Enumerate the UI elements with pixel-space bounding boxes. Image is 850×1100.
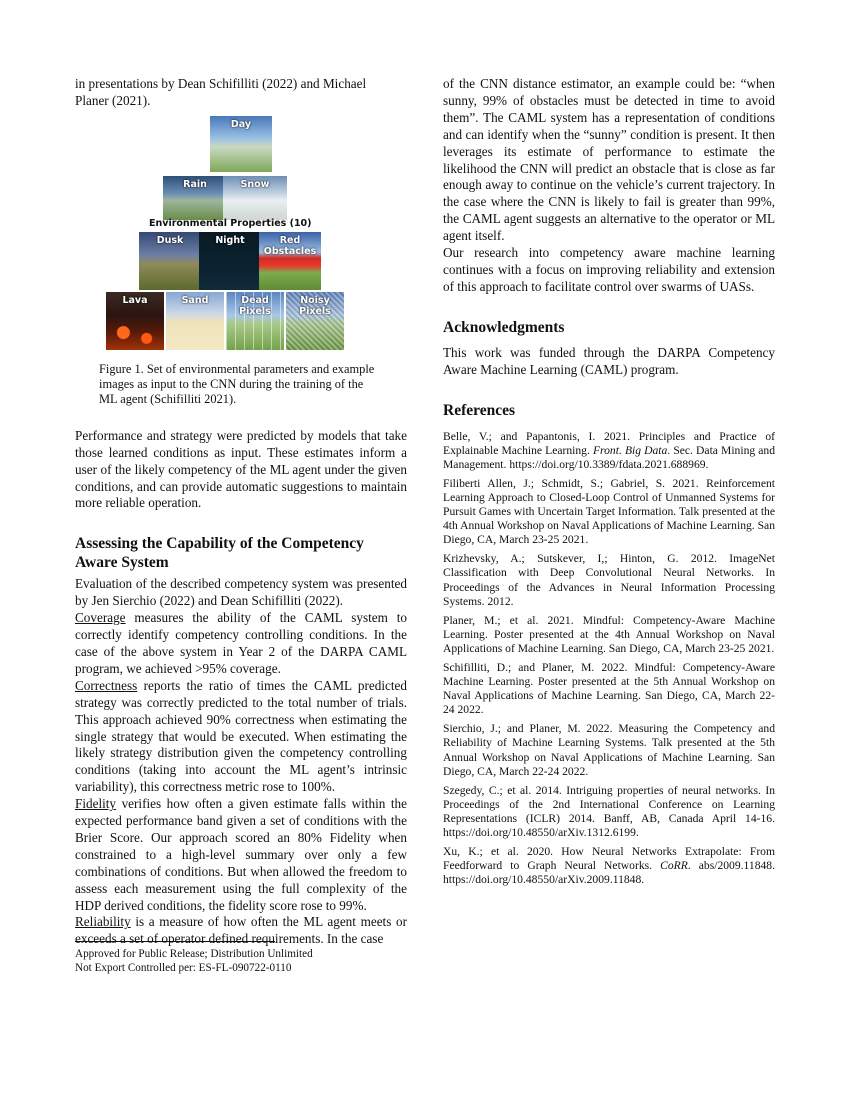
heading-acknowledgments: Acknowledgments	[443, 318, 565, 336]
reference-item: Planer, M.; et al. 2021. Mindful: Competency-Aware Machine Learning. Poster presented at the 4th Annual Workshop on Naval Applications of Machine Learning. San Diego, CA, March 23-25 2021.	[443, 613, 775, 655]
para-reliability: Reliability is a measure of how often the ML agent meets or exceeds a set of operator defined requirements. In the case	[75, 914, 407, 947]
para-research: Our research into competency aware machine learning continues with a focus on improving reliability and extension of this approach to facilitate control over swarms of UASs.	[443, 245, 775, 294]
heading-assessing: Assessing the Capability of the Competency Aware System	[75, 535, 364, 572]
heading-references: References	[443, 401, 516, 419]
reference-item: Filiberti Allen, J.; Schmidt, S.; Gabriel, S. 2021. Reinforcement Learning Approach to Closed-Loop Control of Unmanned Systems for Pursuit Games with Uncertain Target Information. Talk presented at the 4th Annual Workshop on Naval Applications of Machine Learning. San Diego, CA, March 23-25 2021.	[443, 476, 775, 547]
reference-item: Sierchio, J.; and Planer, M. 2022. Measuring the Competency and Reliability of Machine Learning Systems. Talk presented at the 5th Annual Workshop on Naval Applications of Machine Learning. San Diego, CA, March 22-24 2022.	[443, 722, 775, 778]
para-coverage: Coverage measures the ability of the CAML system to correctly identify competency controlling conditions. In the case of the above system in Year 2 of the DARPA CAML program, we achieved >95% coverage.	[75, 610, 407, 676]
para-fidelity: Fidelity verifies how often a given estimate falls within the expected performance band given a set of conditions with the Brier Score. Our approach scored an 80% Fidelity when constrained to a high-level summary over only a few combinations of conditions. But when allowed the freedom to assess each measurement using the full complexity of the HDP derived conditions, the fidelity score rose to 99%.	[75, 796, 407, 913]
reference-item: Belle, V.; and Papantonis, I. 2021. Principles and Practice of Explainable Machine Learning. Front. Big Data. Sec. Data Mining and Management. https://doi.org/10.3389/fdata.2021.688969.	[443, 429, 776, 471]
figure-tile-noisy-pixels: Noisy Pixels	[286, 292, 344, 350]
para-performance: Performance and strategy were predicted by models that take those learned conditions as input. These estimates inform a user of the likely competency of the ML agent under the given conditions, and can provide automatic suggestions to maintain more reliable operation.	[75, 427, 407, 511]
footnote-line-export: Not Export Controlled per: ES-FL-090722-0110	[75, 961, 292, 974]
figure-env-label: Environmental Properties (10)	[149, 217, 312, 229]
figure-tile-rain: Rain	[163, 176, 227, 220]
footnote-rule	[75, 941, 275, 942]
figure-tile-red-obstacles: Red Obstacles	[259, 232, 321, 290]
figure-tile-sand: Sand	[166, 292, 224, 350]
para-continued: of the CNN distance estimator, an example could be: “when sunny, 99% of obstacles must be detected in time to avoid them”. The CAML system has a representation of conditions and can identify when the “sunny” condition is present. It then leverages its estimate of performance to estimate the likelihood the CNN will predict an obstacle that is close as far enough away to continue on the vehicle’s current trajectory. In the case where the CNN is likely to fail is greater than 99%, the CAML agent suggests an alternative to the operator or ML agent itself.	[443, 76, 775, 244]
left-column	[75, 76, 407, 948]
term-fidelity: Fidelity	[75, 796, 117, 812]
figure-tile-day: Day	[210, 116, 272, 172]
reference-item: Schifilliti, D.; and Planer, M. 2022. Mindful: Competency-Aware Machine Learning. Poster presented at the 5th Annual Workshop on Naval Applications of Machine Learning. San Diego, CA, March 22-24 2022.	[443, 661, 775, 717]
term-coverage: Coverage	[75, 610, 126, 626]
reference-item: Krizhevsky, A.; Sutskever, I,; Hinton, G. 2012. ImageNet Classification with Deep Convolutional Neural Networks. In Proceedings of the Advances in Neural Information Processing Systems. 2012.	[443, 552, 775, 608]
figure-tile-snow: Snow	[223, 176, 287, 220]
reference-item: Szegedy, C.; et al. 2014. Intriguing properties of neural networks. In Proceedings of the 2nd International Conference on Learning Representations (ICLR) 2014. Banff, AB, Canada April 14-16. https://doi.org/10.48550/arXiv.1312.6199.	[443, 783, 775, 840]
para-acknowledgments: This work was funded through the DARPA Competency Aware Machine Learning (CAML) program.	[443, 344, 775, 377]
para-correctness: Correctness reports the ratio of times the CAML predicted strategy was correctly predicted to the total number of trials. This approach achieved 90% correctness when estimating the single strategy that would be executed. When estimating the likely strategy distribution given the competency controlling conditions (taking into account the ML agent’s intrinsic variability), this correctness metric rose to 100%.	[75, 677, 407, 795]
para-evaluation: Evaluation of the described competency system was presented by Jen Sierchio (2022) and Dean Schifilliti (2022).	[75, 576, 407, 609]
figure-tile-dead-pixels: Dead Pixels	[226, 292, 284, 350]
figure-environment-properties	[75, 116, 407, 407]
figure-tile-lava: Lava	[106, 292, 164, 350]
footnote-line-release: Approved for Public Release; Distribution Unlimited	[75, 948, 313, 960]
term-reliability: Reliability	[75, 914, 131, 930]
intro-text: in presentations by Dean Schifilliti (2022) and Michael Planer (2021).	[75, 76, 367, 108]
term-correctness: Correctness	[75, 677, 138, 693]
reference-item: Xu, K.; et al. 2020. How Neural Networks Extrapolate: From Feedforward to Graph Neural Networks. CoRR. abs/2009.11848. https://doi.org/10.48550/arXiv.2009.11848.	[443, 845, 775, 887]
figure-tile-dusk: Dusk	[139, 232, 201, 290]
footnote	[75, 948, 313, 975]
right-column	[443, 76, 775, 892]
figure-caption: Figure 1. Set of environmental parameters and example images as input to the CNN during the training of the ML agent (Schifilliti 2021).	[99, 361, 375, 407]
figure-tile-night: Night	[199, 232, 261, 290]
